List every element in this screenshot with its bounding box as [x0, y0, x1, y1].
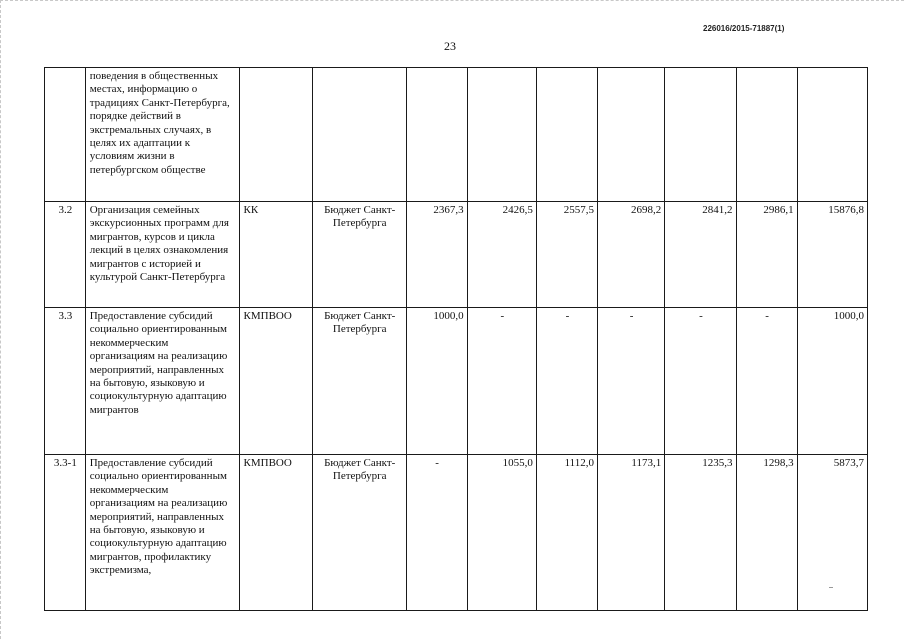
row-value-4 [598, 68, 665, 202]
program-table [44, 67, 868, 611]
row-value-5 [665, 68, 736, 202]
row-number [45, 68, 86, 202]
table-row [45, 308, 868, 455]
row-description: поведения в общественных местах, информацию о традициях Санкт-Петербурга, порядке действий в экстремальных случаях, в целях их адаптации к условиям жизни в петербургском обществе [85, 68, 239, 202]
row-value-2: - [467, 308, 536, 455]
row-value-5: 1235,3 [665, 455, 736, 611]
row-value-1: 1000,0 [406, 308, 467, 455]
row-total [797, 68, 867, 202]
row-funding-source: Бюджет Санкт-Петербурга [312, 308, 406, 455]
row-value-1: 2367,3 [406, 202, 467, 308]
row-funding-source: Бюджет Санкт-Петербурга [312, 455, 406, 611]
row-executor: КК [239, 202, 312, 308]
table-row [45, 202, 868, 308]
table-row [45, 68, 868, 202]
row-number: 3.2 [45, 202, 86, 308]
row-value-2: 1055,0 [467, 455, 536, 611]
row-funding-source [312, 68, 406, 202]
row-value-4: 1173,1 [598, 455, 665, 611]
row-total: 15876,8 [797, 202, 867, 308]
row-executor: КМПВОО [239, 455, 312, 611]
row-value-4: 2698,2 [598, 202, 665, 308]
scan-mark [829, 587, 833, 588]
row-value-5: 2841,2 [665, 202, 736, 308]
row-executor [239, 68, 312, 202]
table-row [45, 455, 868, 611]
row-description: Предоставление субсидий социально ориентированным некоммерческим организациям на реализацию мероприятий, направленных на бытовую, языковую и социокультурную адаптацию мигрантов, профилактику экстремизма, [85, 455, 239, 611]
row-value-1 [406, 68, 467, 202]
document-code: 226016/2015-71887(1) [703, 24, 785, 33]
row-value-2 [467, 68, 536, 202]
row-funding-source: Бюджет Санкт-Петербурга [312, 202, 406, 308]
page-number: 23 [444, 39, 456, 53]
row-number: 3.3 [45, 308, 86, 455]
row-value-2: 2426,5 [467, 202, 536, 308]
row-value-3: 2557,5 [536, 202, 597, 308]
row-value-3: - [536, 308, 597, 455]
row-value-6: 2986,1 [736, 202, 797, 308]
row-value-1: - [406, 455, 467, 611]
row-value-6: - [736, 308, 797, 455]
row-value-5: - [665, 308, 736, 455]
row-value-3 [536, 68, 597, 202]
row-value-4: - [598, 308, 665, 455]
row-total: 1000,0 [797, 308, 867, 455]
row-number: 3.3-1 [45, 455, 86, 611]
row-description: Организация семейных экскурсионных программ для мигрантов, курсов и цикла лекций в целях ознакомления мигрантов с историей и культурой Санкт-Петербурга [85, 202, 239, 308]
row-executor: КМПВОО [239, 308, 312, 455]
row-value-6 [736, 68, 797, 202]
row-value-6: 1298,3 [736, 455, 797, 611]
row-description: Предоставление субсидий социально ориентированным некоммерческим организациям на реализацию мероприятий, направленных на бытовую, языковую и социокультурную адаптацию мигрантов [85, 308, 239, 455]
row-value-3: 1112,0 [536, 455, 597, 611]
row-total: 5873,7 [797, 455, 867, 611]
